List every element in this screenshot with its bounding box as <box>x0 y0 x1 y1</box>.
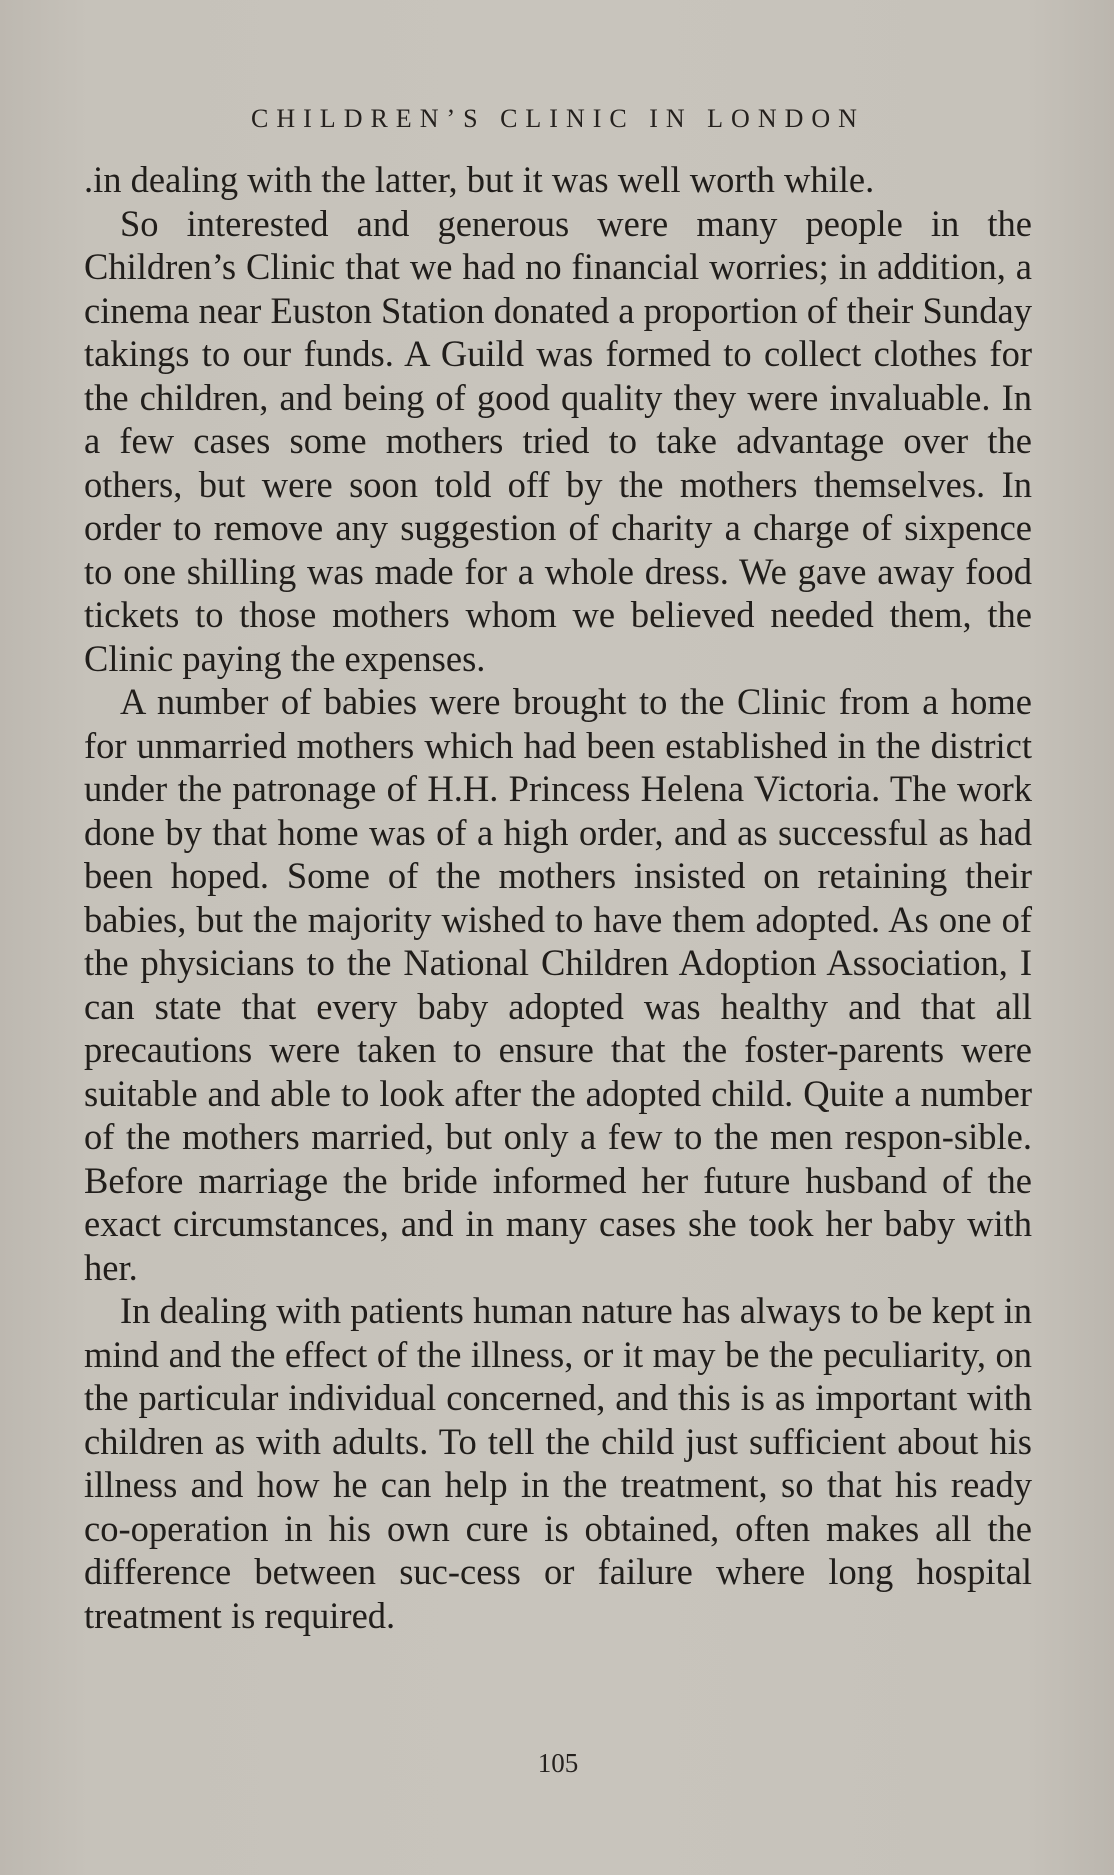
paragraph-4: In dealing with patients human nature has always to be kept in mind and the effect of the illness, or it may be the peculiarity, on the particular individual concerned, and this is as important with children as with adults. To tell the child just sufficient about his illness and how he can help in the treatment, so that his ready co-operation in his own cure is obtained, often makes all the difference between suc-cess or failure where long hospital treatment is required. <box>84 1290 1032 1636</box>
paragraph-3: A number of babies were brought to the Clinic from a home for unmarried mothers which had been established in the district under the patronage of H.H. Princess Helena Victoria. The work done by that home was of a high order, and as successful as had been hoped. Some of the mothers insisted on retaining their babies, but the majority wished to have them adopted. As one of the physicians to the National Children Adoption Association, I can state that every baby adopted was healthy and that all precautions were taken to ensure that the foster-parents were suitable and able to look after the adopted child. Quite a number of the mothers married, but only a few to the men respon-sible. Before marriage the bride informed her future husband of the exact circumstances, and in many cases she took her baby with her. <box>84 681 1032 1288</box>
running-head: CHILDREN’S CLINIC IN LONDON <box>251 104 865 133</box>
book-page <box>84 0 1032 1875</box>
body-text <box>84 158 1032 1637</box>
page-number: 105 <box>537 1748 579 1778</box>
paragraph-1: .in dealing with the latter, but it was well worth while. <box>84 159 875 200</box>
paragraph-2: So interested and generous were many people in the Children’s Clinic that we had no financial worries; in addition, a cinema near Euston Station donated a proportion of their Sunday takings to our funds. A Guild was formed to collect clothes for the children, and being of good quality they were invaluable. In a few cases some mothers tried to take advantage over the others, but were soon told off by the mothers themselves. In order to remove any suggestion of charity a charge of sixpence to one shilling was made for a whole dress. We gave away food tickets to those mothers whom we believed needed them, the Clinic paying the expenses. <box>84 202 1032 679</box>
